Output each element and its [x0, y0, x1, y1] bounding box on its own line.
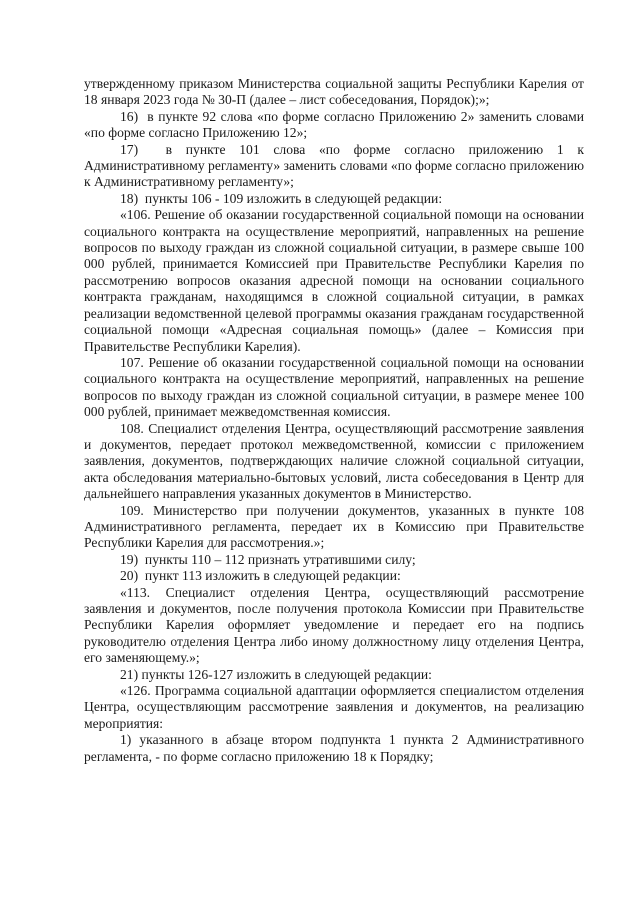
- paragraph-item-21: 21) пункты 126-127 изложить в следующей редакции:: [120, 666, 432, 682]
- paragraph-clause-109: 109. Министерство при получении документов, указанных в пункте 108 Административного регламента, передает их в Комиссию при Правительстве Республики Карелия для рассмотрения.»;: [84, 502, 584, 551]
- paragraph-clause-113: «113. Специалист отделения Центра, осуществляющий рассмотрение заявления и документов, после получения протокола Комиссии при Правительстве Республики Карелия оформляет уведомление и передает его на подпись руководителю отделения Центра либо иному должностному лицу отделения Центра, его заменяющему.»;: [84, 584, 584, 666]
- paragraph-clause-107: 107. Решение об оказании государственной социальной помощи на основании социального контракта на осуществление мероприятий, направленных на решение вопросов по выходу граждан из сложной социальной ситуации, в размере менее 100 000 рублей, принимает межведомственная комиссия.: [84, 354, 584, 420]
- paragraph-item-16: 16) в пункте 92 слова «по форме согласно Приложению 2» заменить словами «по форме согласно Приложению 12»;: [84, 108, 584, 141]
- paragraph-clause-126: «126. Программа социальной адаптации оформляется специалистом отделения Центра, осуществляющим рассмотрение заявления и документов, на реализацию мероприятия:: [84, 683, 584, 731]
- paragraph-clause-108: 108. Специалист отделения Центра, осуществляющий рассмотрение заявления и документов, передает протокол межведомственной, комиссии с приложением заявления, документов, подтверждающих наличие сложной социальной ситуации, акта обследования материально-бытовых условий, листа собеседования в Центр для дальнейшего направления указанных документов в Министерство.: [84, 420, 584, 502]
- paragraph-item-18: 18) пункты 106 - 109 изложить в следующей редакции:: [120, 190, 443, 206]
- paragraph-subitem-1: 1) указанного в абзаце втором подпункта 1 пункта 2 Административного регламента, - по форме согласно приложению 18 к Порядку;: [84, 732, 584, 764]
- paragraph-item-19: 19) пункты 110 – 112 признать утратившими силу;: [120, 551, 416, 567]
- paragraph-continuation: утвержденному приказом Министерства социальной защиты Республики Карелия от 18 января 2023 года № 30-П (далее – лист собеседования, Порядок);»;: [84, 76, 584, 108]
- paragraph-item-17: 17) в пункте 101 слова «по форме согласно приложению 1 к Административному регламенту» заменить словами «по форме согласно приложению к Административному регламенту»;: [84, 141, 584, 190]
- paragraph-clause-106: «106. Решение об оказании государственной социальной помощи на основании социального контракта на осуществление мероприятий, направленных на решение вопросов по выходу граждан из сложной социальной ситуации, в размере свыше 100 000 рублей, принимается Комиссией при Правительстве Республики Карелия по рассмотрению вопросов оказания адресной помощи на основании социального контракта гражданам, находящимся в сложной социальной ситуации, в рамках реализации ведомственной целевой программы оказания гражданам государственной социальной помощи «Адресная социальная помощь» (далее – Комиссия при Правительстве Республики Карелия).: [84, 207, 584, 354]
- paragraph-item-20: 20) пункт 113 изложить в следующей редакции:: [120, 568, 401, 584]
